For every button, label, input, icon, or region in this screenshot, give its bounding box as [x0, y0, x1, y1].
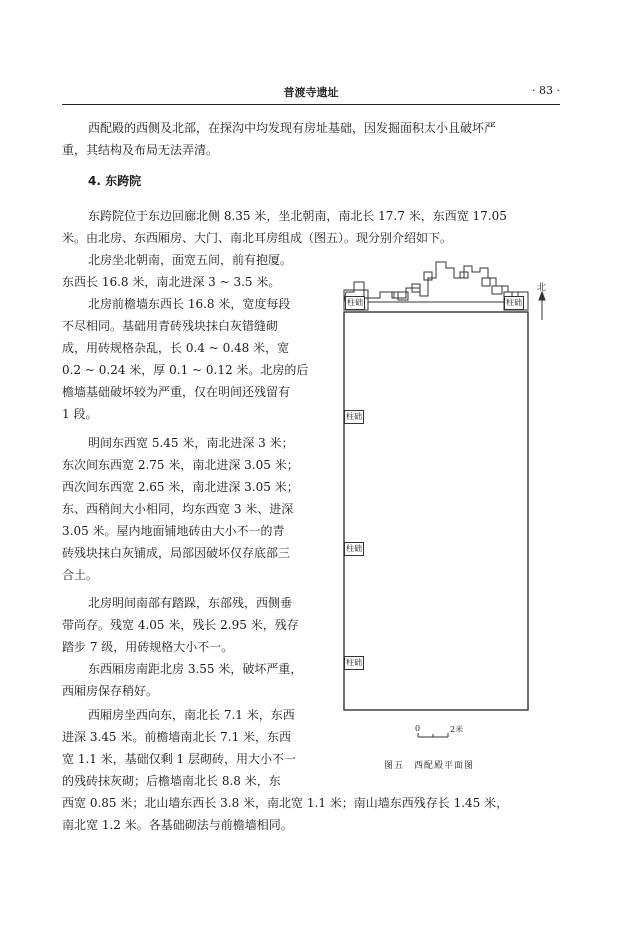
paragraph-line: 东跨院位于东边回廊北侧 8.35 米，坐北朝南，南北长 17.7 米，东西宽 17.05: [88, 209, 507, 223]
paragraph-line: 0.2 ~ 0.24 米，厚 0.1 ~ 0.12 米。北房的后: [62, 363, 309, 377]
running-title: 普渡寺遗址: [283, 86, 339, 99]
running-header: [62, 84, 560, 105]
scale-zero-label: 0: [415, 724, 421, 733]
figure-caption: 图五 西配殿平面图: [384, 761, 475, 771]
paragraph-line: 3.05 米。屋内地面铺地砖由大小不一的青: [62, 524, 285, 538]
paragraph-line: 米。由北房、东西厢房、大门、南北耳房组成（图五）。现分别介绍如下。: [62, 231, 453, 245]
scale-end-label: 2米: [450, 725, 464, 734]
paragraph-line: 不尽相同。基础用青砖残块抹白灰错缝砌: [62, 319, 279, 333]
pillar-base-label: 柱础: [344, 656, 364, 670]
paragraph-line: 北房坐北朝南，面宽五间，前有抱厦。: [88, 253, 293, 267]
section-heading: 4. 东跨院: [88, 174, 142, 188]
paragraph-line: 南北宽 1.2 米。各基础砌法与前檐墙相同。: [62, 818, 293, 832]
paragraph-line: 西次间东西宽 2.65 米，南北进深 3.05 米；: [62, 480, 299, 494]
paragraph-line: 宽 1.1 米，基础仅剩 1 层砌砖，用大小不一: [62, 752, 296, 766]
paragraph-line: 东西长 16.8 米，南北进深 3 ~ 3.5 米。: [62, 275, 281, 289]
pillar-base-label: 柱础: [504, 296, 524, 310]
paragraph-line: 西厢房坐西向东，南北长 7.1 米，东西: [88, 708, 295, 722]
paragraph-line: 成，用砖规格杂乱，长 0.4 ~ 0.48 米，宽: [62, 341, 290, 355]
paragraph-line: 檐墙基础破坏较为严重，仅在明间还残留有: [62, 385, 291, 399]
floor-plan-figure: [332, 258, 562, 778]
paragraph-line: 东次间东西宽 2.75 米，南北进深 3.05 米；: [62, 458, 299, 472]
north-label: 北: [537, 283, 547, 293]
paragraph-line: 踏步 7 级，用砖规格大小不一。: [62, 640, 234, 654]
paragraph-line: 砖残块抹白灰铺成，局部因破坏仅存底部三: [62, 546, 291, 560]
pillar-base-label: 柱础: [344, 542, 364, 556]
paragraph-line: 西宽 0.85 米；北山墙东西长 3.8 米，南北宽 1.1 米；南山墙东西残存长 1.45 米，: [62, 796, 509, 810]
paragraph-line: 重，其结构及布局无法弄清。: [62, 143, 219, 157]
paragraph-line: 进深 3.45 米。前檐墙南北长 7.1 米，东西: [62, 730, 292, 744]
floor-plan-drawing: [332, 258, 562, 778]
paragraph-line: 明间东西宽 5.45 米，南北进深 3 米；: [88, 436, 294, 450]
paragraph-line: 西配殿的西侧及北部，在探沟中均发现有房址基础，因发掘面积太小且破坏严: [88, 121, 497, 135]
paragraph-line: 的残砖抹灰砌；后檐墙南北长 8.8 米，东: [62, 774, 281, 788]
paragraph-line: 东西厢房南距北房 3.55 米，破坏严重，: [88, 662, 303, 676]
paragraph-line: 东、西稍间大小相同，均东西宽 3 米、进深: [62, 502, 294, 516]
paragraph-line: 西厢房保存稍好。: [62, 684, 159, 698]
paragraph-line: 合土。: [62, 568, 99, 582]
paragraph-line: 北房明间南部有踏跺，东部残，西侧垂: [88, 596, 293, 610]
pillar-base-label: 柱础: [344, 410, 364, 424]
pillar-base-label: 柱础: [345, 296, 365, 310]
paragraph-line: 1 段。: [62, 407, 98, 421]
page-number: · 83 ·: [532, 84, 560, 97]
paragraph-line: 北房前檐墙东西长 16.8 米，宽度每段: [88, 297, 291, 311]
paragraph-line: 带尚存。残宽 4.05 米，残长 2.95 米，残存: [62, 618, 299, 632]
